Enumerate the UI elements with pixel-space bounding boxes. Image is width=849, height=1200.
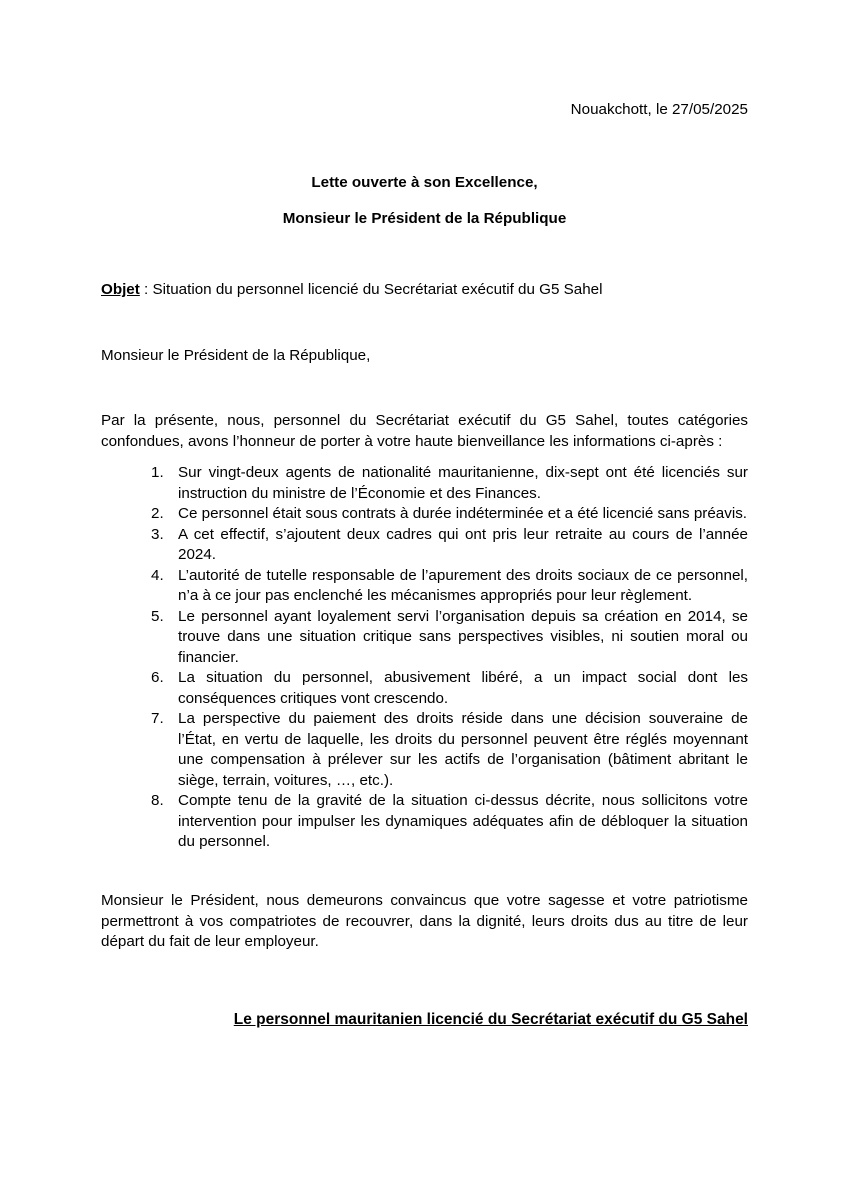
date-line: Nouakchott, le 27/05/2025	[570, 101, 748, 118]
signature-block: Le personnel mauritanien licencié du Secrétariat exécutif du G5 Sahel	[233, 1011, 748, 1028]
list-item-number: 7.	[151, 710, 164, 727]
list-item	[101, 791, 748, 853]
letter-title-line-1: Lette ouverte à son Excellence,	[311, 174, 538, 191]
list-item-number: 6.	[151, 669, 164, 686]
closing-paragraph: Monsieur le Président, nous demeurons convaincus que votre sagesse et votre patriotisme permettront à vos compatriotes de recouvrer, dans la dignité, leurs droits dus au titre de leur départ du fait de leur employeur.	[101, 892, 748, 950]
list-item	[101, 668, 748, 709]
subject-separator: :	[139, 281, 153, 298]
list-item-number: 3.	[151, 525, 164, 543]
list-item-number: 4.	[151, 566, 164, 584]
list-item-text: Le personnel ayant loyalement servi l’organisation depuis sa création en 2014, se trouve dans une situation critique sans perspectives visibles, ni soutien moral ou financier.	[178, 607, 748, 666]
subject-line	[101, 280, 603, 301]
salutation: Monsieur le Président de la République,	[101, 347, 371, 364]
subject-text: Situation du personnel licencié du Secrétariat exécutif du G5 Sahel	[152, 281, 603, 298]
intro-paragraph: Par la présente, nous, personnel du Secrétariat exécutif du G5 Sahel, toutes catégories confondues, avons l’honneur de porter à votre haute bienveillance les informations ci-après :	[101, 412, 748, 450]
list-item	[101, 566, 748, 607]
list-item-text: A cet effectif, s’ajoutent deux cadres qui ont pris leur retraite au cours de l’année 2024.	[178, 525, 748, 563]
letter-title-line-2: Monsieur le Président de la République	[282, 210, 567, 227]
list-item-text: L’autorité de tutelle responsable de l’apurement des droits sociaux de ce personnel, n’a à ce jour pas enclenché les mécanismes appropriés pour leur règlement.	[178, 566, 748, 604]
numbered-points-list	[101, 463, 748, 853]
list-item	[101, 463, 748, 504]
list-item-text: La perspective du paiement des droits réside dans une décision souveraine de l’État, en vertu de laquelle, les droits du personnel peuvent être réglés moyennant une compensation à prélever sur les actifs de l’organisation (bâtiment abritant le siège, terrain, voitures, …, etc.).	[178, 710, 748, 789]
list-item-number: 1.	[151, 464, 164, 481]
subject-label: Objet	[101, 281, 140, 298]
list-item-number: 2.	[151, 505, 164, 522]
list-item-text: La situation du personnel, abusivement libéré, a un impact social dont les conséquences critiques vont crescendo.	[178, 669, 748, 707]
list-item	[101, 504, 748, 525]
list-item-text: Sur vingt-deux agents de nationalité mauritanienne, dix-sept ont été licenciés sur instruction du ministre de l’Économie et des Finances.	[178, 464, 748, 502]
list-item-text: Compte tenu de la gravité de la situation ci-dessus décrite, nous sollicitons votre intervention pour impulser les dynamiques adéquates afin de débloquer la situation du personnel.	[178, 792, 748, 850]
list-item	[101, 607, 748, 669]
list-item-text: Ce personnel était sous contrats à durée indéterminée et a été licencié sans préavis.	[178, 505, 748, 522]
list-item-number: 5.	[151, 607, 164, 625]
list-item	[101, 709, 748, 791]
list-item	[101, 525, 748, 566]
list-item-number: 8.	[151, 792, 164, 809]
